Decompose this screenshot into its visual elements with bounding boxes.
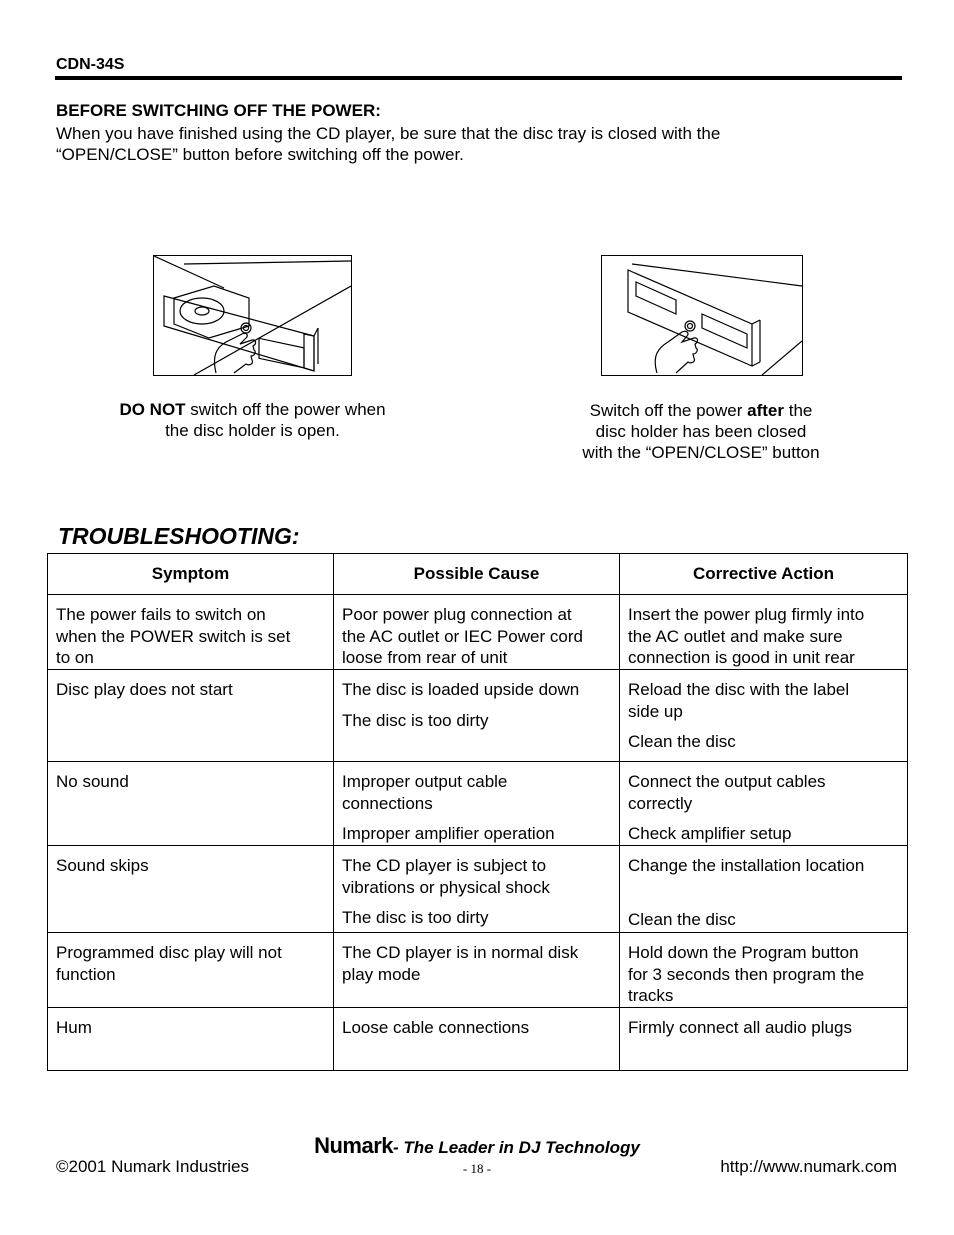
action-cell [620,670,908,762]
cause-cell [334,595,620,670]
caption-text: with the “OPEN/CLOSE” button [582,443,820,462]
website-link[interactable]: http://www.numark.com [720,1157,897,1176]
cell-line: for 3 seconds then program the [628,964,865,984]
table-row [48,595,908,670]
cell-line: Connect the output cables [628,772,826,791]
cell-line: vibrations or physical shock [342,877,550,897]
action-cell [620,595,908,670]
caption-emphasis: DO NOT [119,400,186,419]
cell-line: the AC outlet or IEC Power cord [342,626,583,646]
caption-text: disc holder has been closed [595,422,807,441]
action-cell [620,1007,908,1070]
caption-text: the [784,401,813,420]
cell-line: side up [628,701,683,721]
table-row [48,1007,908,1070]
table-header-row [48,554,908,595]
cell-line: loose from rear of unit [342,648,508,667]
cell-line: The disc is too dirty [342,908,489,927]
closed-tray-illustration [601,255,803,376]
table-row [48,762,908,846]
cause-item [342,942,611,985]
cell-line: to on [56,648,94,667]
header-action: Corrective Action [620,554,908,595]
action-item [628,855,899,877]
cell-line: connections [342,793,433,813]
cell-line: Improper amplifier operation [342,824,555,843]
cell-line: Disc play does not start [56,680,233,699]
cause-cell [334,933,620,1008]
cell-line: correctly [628,793,693,813]
caption-emphasis: after [747,401,784,420]
cell-line: tracks [628,986,674,1005]
header-cause: Possible Cause [334,554,620,595]
copyright: ©2001 Numark Industries [56,1157,250,1176]
symptom-cell [48,595,334,670]
caption-text: Switch off the power [589,401,748,420]
open-tray-illustration [153,255,352,376]
symptom-cell [48,846,334,933]
cause-item [342,855,611,898]
caption-text: switch off the power when [185,400,386,419]
numark-logo: Numark [314,1133,394,1158]
action-item [628,604,899,669]
footer-tagline: - The Leader in DJ Technology [393,1138,640,1157]
cause-item [342,823,611,845]
section-heading: BEFORE SWITCHING OFF THE POWER: [56,101,381,120]
model-name: CDN-34S [56,56,125,73]
footer-brand [0,1133,954,1159]
cd-player-open-icon [154,256,351,375]
troubleshooting-title: TROUBLESHOOTING: [58,523,300,549]
cause-item [342,710,611,732]
table-row [48,846,908,933]
action-cell [620,933,908,1008]
symptom-cell [48,933,334,1008]
cell-line: Programmed disc play will not [56,943,282,962]
cause-cell [334,846,620,933]
action-item [628,823,899,845]
caption-text: the disc holder is open. [165,421,340,440]
page-number: - 18 - [462,1161,492,1176]
cell-line: Clean the disc [628,909,736,929]
cause-cell [334,1007,620,1070]
cause-cell [334,670,620,762]
body-line: “OPEN/CLOSE” button before switching off the power. [56,145,464,164]
header-rule [55,76,902,80]
symptom-cell [48,762,334,846]
cell-line: Clean the disc [628,732,736,751]
cell-line: the AC outlet and make sure [628,626,843,646]
body-line: When you have finished using the CD player, be sure that the disc tray is closed with the [56,124,721,143]
cell-line: Hold down the Program button [628,943,859,962]
cell-line: play mode [342,964,421,984]
action-item [628,942,899,1007]
cell-line: Hum [56,1017,92,1037]
cause-cell [334,762,620,846]
cell-line: Change the installation location [628,856,865,875]
cell-line: when the POWER switch is set [56,626,291,646]
cause-item [342,604,611,669]
symptom-cell [48,670,334,762]
troubleshooting-table [47,553,908,1071]
cause-item [342,907,611,929]
cell-line: The CD player is in normal disk [342,943,579,962]
cell-line: No sound [56,772,129,791]
cell-line: Insert the power plug firmly into [628,605,865,624]
action-item [628,679,899,722]
cell-line: Improper output cable [342,772,508,791]
cell-line: The disc is loaded upside down [342,680,580,699]
cell-line: The power fails to switch on [56,605,266,624]
cause-item [342,771,611,814]
symptom-cell [48,1007,334,1070]
cell-line: Reload the disc with the label [628,680,850,699]
cell-line: The disc is too dirty [342,710,489,730]
cell-line: Sound skips [56,856,149,875]
action-item [628,771,899,814]
action-cell [620,846,908,933]
action-item [628,731,899,753]
cd-player-closed-icon [602,256,802,375]
action-item [628,1017,899,1039]
section-body [56,123,856,165]
header-symptom: Symptom [48,554,334,595]
table-row [48,933,908,1008]
action-item [628,909,899,931]
cell-line: The CD player is subject to [342,856,547,875]
cell-line: Loose cable connections [342,1017,530,1037]
cause-item [342,679,611,701]
table-row [48,670,908,762]
cell-line: connection is good in unit rear [628,648,855,667]
cell-line: Poor power plug connection at [342,605,572,624]
cell-line: Check amplifier setup [628,824,792,843]
cell-line: function [56,964,116,984]
cause-item [342,1017,611,1039]
action-cell [620,762,908,846]
cell-line: Firmly connect all audio plugs [628,1017,852,1037]
left-caption [95,399,410,441]
right-caption [551,400,851,463]
